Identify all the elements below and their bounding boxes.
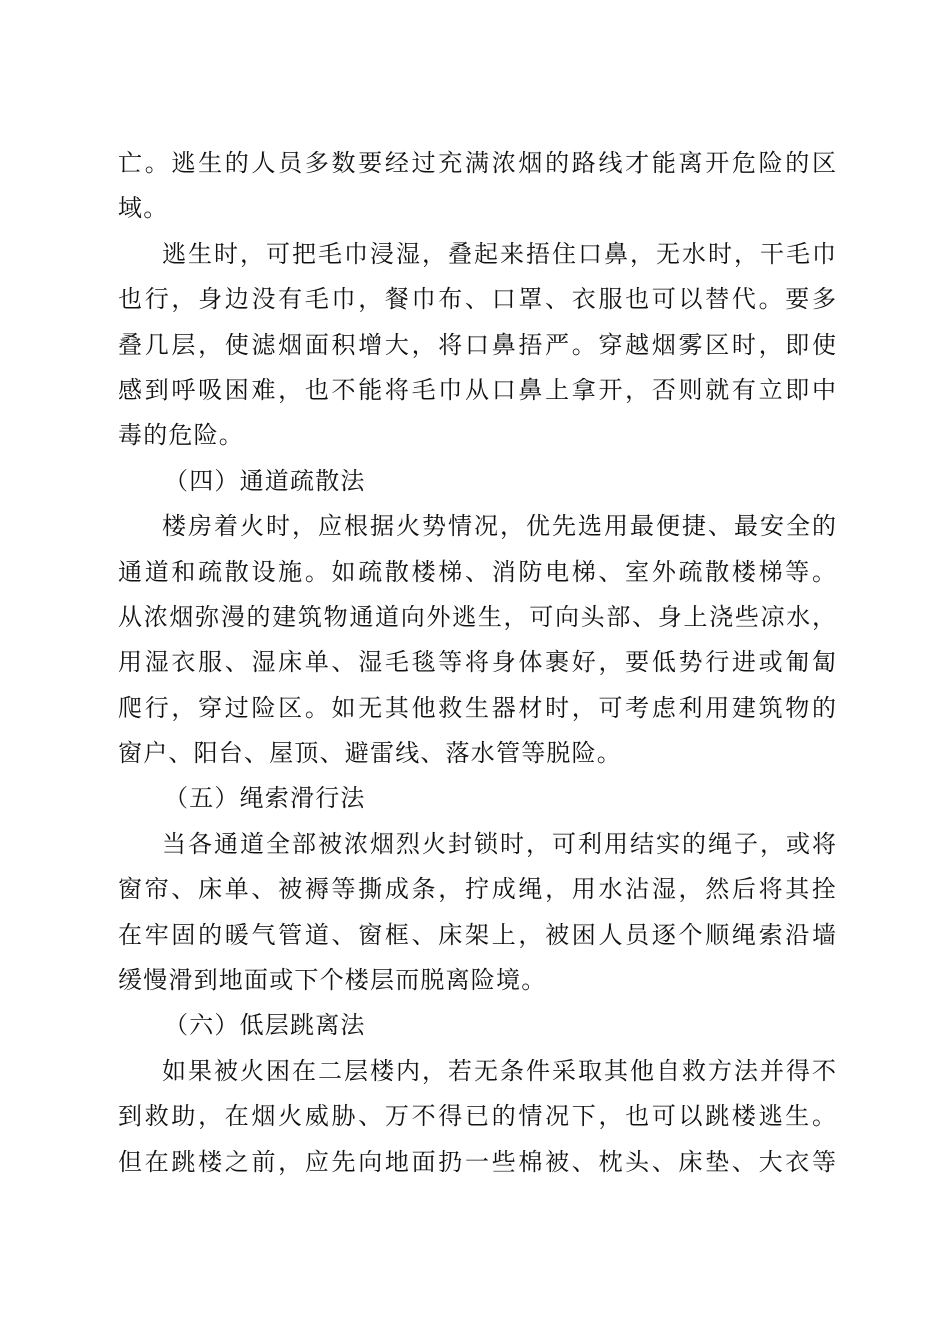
text-line: 通道和疏散设施。如疏散楼梯、消防电梯、室外疏散楼梯等。 (118, 557, 836, 586)
text-line: 窗户、阳台、屋顶、避雷线、落水管等脱险。 (118, 739, 622, 768)
paragraph-rope (118, 822, 836, 1004)
text-line: 叠几层，使滤烟面积增大，将口鼻捂严。穿越烟雾区时，即使 (118, 330, 836, 359)
text-line: 窗帘、床单、被褥等撕成条，拧成绳，用水沾湿，然后将其拴 (118, 875, 836, 904)
section-heading-4: （四）通道疏散法 (164, 466, 366, 495)
text-line: 感到呼吸困难，也不能将毛巾从口鼻上拿开，否则就有立即中 (118, 375, 836, 404)
section-heading-6: （六）低层跳离法 (164, 1011, 366, 1040)
text-line: 用湿衣服、湿床单、湿毛毯等将身体裹好，要低势行进或匍匐 (118, 648, 836, 677)
paragraph-continued (118, 141, 836, 232)
text-line: 毒的危险。 (118, 421, 244, 450)
text-line: 楼房着火时，应根据火势情况，优先选用最便捷、最安全的 (162, 512, 836, 541)
paragraph-passage (118, 504, 836, 776)
paragraph-towel (118, 232, 836, 459)
text-line: 爬行，穿过险区。如无其他救生器材时，可考虑利用建筑物的 (118, 693, 836, 722)
text-line: 缓慢滑到地面或下个楼层而脱离险境。 (118, 966, 547, 995)
text-line: 如果被火困在二层楼内，若无条件采取其他自救方法并得不 (162, 1056, 836, 1085)
text-line: 当各通道全部被浓烟烈火封锁时，可利用结实的绳子，或将 (162, 829, 836, 858)
paragraph-jump (118, 1049, 836, 1185)
text-line: 也行，身边没有毛巾，餐巾布、口罩、衣服也可以替代。要多 (118, 285, 836, 314)
section-heading-5: （五）绳索滑行法 (164, 784, 366, 813)
text-line: 逃生时，可把毛巾浸湿，叠起来捂住口鼻，无水时，干毛巾 (162, 239, 836, 268)
text-line: 到救助，在烟火威胁、万不得已的情况下，也可以跳楼逃生。 (118, 1102, 836, 1131)
text-line: 从浓烟弥漫的建筑物通道向外逃生，可向头部、身上浇些凉水， (118, 602, 836, 631)
document-body (118, 141, 836, 1185)
text-line: 域。 (118, 194, 169, 223)
text-line: 在牢固的暖气管道、窗框、床架上，被困人员逐个顺绳索沿墙 (118, 920, 836, 949)
text-line: 亡。逃生的人员多数要经过充满浓烟的路线才能离开危险的区 (118, 149, 836, 177)
text-line: 但在跳楼之前，应先向地面扔一些棉被、枕头、床垫、大衣等 (118, 1147, 836, 1176)
